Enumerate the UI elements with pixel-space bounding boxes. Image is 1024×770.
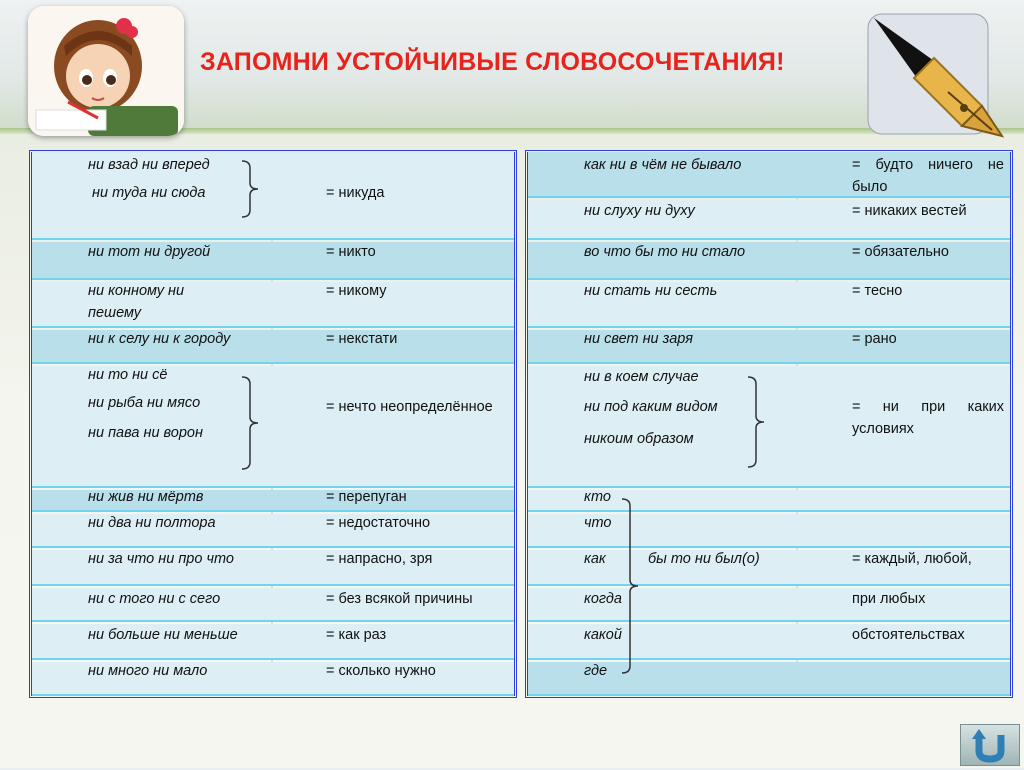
meaning-text: = как раз — [326, 627, 387, 643]
pronoun-word: кто — [584, 489, 611, 505]
girl-illustration — [28, 6, 184, 136]
meaning-text: = обязательно — [852, 244, 949, 260]
phrase-text: ни больше ни меньше — [88, 627, 238, 643]
meaning-text: = напрасно, зря — [326, 551, 433, 567]
meaning-text: = никаких вестей — [852, 203, 967, 219]
meaning-text: = будто ничего не было — [852, 157, 1004, 195]
phrase-text: как ни в чём не бывало — [584, 157, 742, 173]
return-button[interactable] — [960, 724, 1020, 766]
meaning-text: = никто — [326, 244, 376, 260]
phrase-text: ни конному ни пешему — [88, 283, 185, 321]
meaning-text: = рано — [852, 331, 897, 347]
meaning-text: = никому — [326, 283, 387, 299]
phrase-text: ни слуху ни духу — [584, 203, 695, 219]
meaning-text: = некстати — [326, 331, 398, 347]
phrase-text: ни под каким видом — [584, 399, 718, 415]
phrase-text: ни взад ни вперед — [88, 157, 210, 173]
meaning-text: обстоятельствах — [852, 627, 965, 643]
phrase-text: ни свет ни заря — [584, 331, 693, 347]
fountain-pen-icon — [864, 8, 1014, 138]
pronoun-suffix: бы то ни был(о) — [648, 551, 760, 567]
pronoun-word: как — [584, 551, 606, 567]
brace-icon — [240, 160, 260, 218]
pronoun-word: когда — [584, 591, 622, 607]
pronoun-word: какой — [584, 627, 622, 643]
meaning-text: = сколько нужно — [326, 663, 436, 679]
phrase-text: ни к селу ни к городу — [88, 331, 231, 347]
phrase-text: ни то ни сё — [88, 367, 168, 383]
phrase-text: ни рыба ни мясо — [88, 395, 201, 411]
meaning-text: при любых — [852, 591, 926, 607]
brace-icon — [746, 376, 766, 468]
u-turn-icon — [961, 725, 1019, 765]
meaning-text: = без всякой причины — [326, 591, 473, 607]
brace-icon — [240, 376, 260, 470]
pronoun-word: где — [584, 663, 608, 679]
phrase-text: ни в коем случае — [584, 369, 699, 385]
phrase-text: ни жив ни мёртв — [88, 489, 204, 505]
phrase-text: ни стать ни сесть — [584, 283, 718, 299]
pronoun-word: что — [584, 515, 612, 531]
meaning-text: = никуда — [326, 185, 385, 201]
phrase-text: ни тот ни другой — [88, 244, 211, 260]
brace-icon — [620, 498, 640, 674]
phrase-text: ни за что ни про что — [88, 551, 234, 567]
meaning-text: = тесно — [852, 283, 903, 299]
phrase-text: никоим образом — [584, 431, 694, 447]
meaning-text: = каждый, любой, — [852, 551, 972, 567]
meaning-text: = перепуган — [326, 489, 407, 505]
phrase-text: ни туда ни сюда — [92, 185, 206, 201]
phrase-text: ни пава ни ворон — [88, 425, 203, 441]
meaning-text: = ни при каких условиях — [852, 399, 1004, 437]
phrase-text: ни с того ни с сего — [88, 591, 221, 607]
meaning-text: = нечто неопределённое — [326, 399, 493, 415]
phrase-text: во что бы то ни стало — [584, 244, 746, 260]
meaning-text: = недостаточно — [326, 515, 431, 531]
phrase-text: ни два ни полтора — [88, 515, 216, 531]
page-title: ЗАПОМНИ УСТОЙЧИВЫЕ СЛОВОСОЧЕТАНИЯ! — [200, 48, 785, 76]
phrase-text: ни много ни мало — [88, 663, 208, 679]
